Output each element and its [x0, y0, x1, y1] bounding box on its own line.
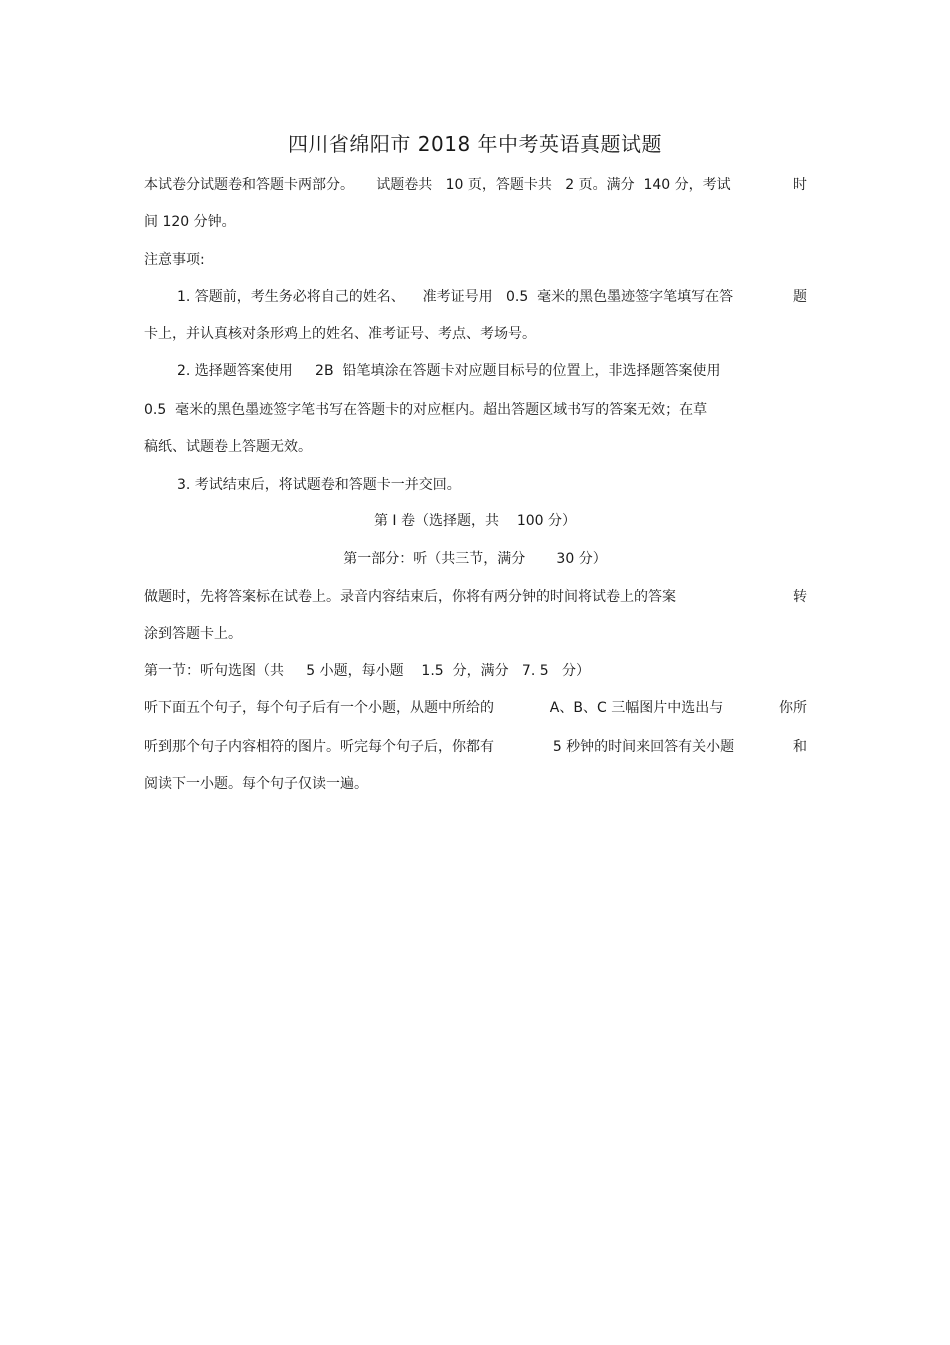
part-instruction-text: 做题时，先将答案标在试卷上。录音内容结束后，你将有两分钟的时间将试卷上的答案	[144, 589, 676, 605]
intro-text-end: 时	[793, 177, 807, 193]
notice-heading: 注意事项:	[144, 252, 205, 268]
section-instruction-text-a: 听下面五个句子，每个句子后有一个小题，从题中所给的	[144, 700, 494, 716]
notice-item-2-line-2: 0.5 毫米的黑色墨迹签字笔书写在答题卡的对应框内。超出答题区域书写的答案无效；在草	[144, 402, 708, 418]
notice-item-1-text: 1. 答题前，考生务必将自己的姓名、 准考证号用 0.5 毫米的黑色墨迹签字笔填写在答	[177, 289, 734, 305]
intro-line-2: 间 120 分钟。	[144, 214, 236, 230]
section-instruction-text-c: 你所	[778, 700, 807, 716]
section-instruction-text-b: A、B、C 三幅图片中选出与	[549, 700, 724, 716]
section-instruction-line-3: 阅读下一小题。每个句子仅读一遍。	[144, 776, 368, 792]
section-instruction-text-d: 听到那个句子内容相符的图片。听完每个句子后，你都有	[144, 739, 494, 755]
section-instruction-text-e: 5 秒钟的时间来回答有关小题	[552, 739, 735, 755]
part-instruction-line-1	[144, 588, 807, 606]
part-heading: 第一部分：听（共三节，满分 30 分）	[343, 551, 607, 567]
notice-item-1-text-end: 题	[793, 289, 807, 305]
section-heading: 第一节：听句选图（共 5 小题，每小题 1.5 分，满分 7. 5 分）	[144, 663, 590, 679]
section-instruction-line-2	[144, 738, 807, 756]
section-instruction-text-f: 和	[792, 739, 807, 755]
page-title: 四川省绵阳市 2018 年中考英语真题试题	[287, 132, 663, 156]
notice-item-2-line-3: 稿纸、试题卷上答题无效。	[144, 439, 312, 455]
volume-heading: 第 Ⅰ 卷（选择题，共 100 分）	[373, 513, 576, 529]
notice-item-2-line-1: 2. 选择题答案使用 2B 铅笔填涂在答题卡对应题目标号的位置上，非选择题答案使用	[177, 363, 721, 379]
part-instruction-text-end: 转	[793, 589, 807, 605]
notice-item-1-line-1	[144, 288, 807, 306]
section-instruction-line-1	[144, 699, 807, 717]
intro-text: 本试卷分试题卷和答题卡两部分。 试题卷共 10 页，答题卡共 2 页。满分 140 分，考试	[144, 177, 731, 193]
intro-line-1	[144, 176, 807, 194]
part-instruction-line-2: 涂到答题卡上。	[144, 626, 242, 642]
notice-item-3: 3. 考试结束后，将试题卷和答题卡一并交回。	[177, 477, 461, 493]
notice-item-1-line-2: 卡上，并认真核对条形鸡上的姓名、准考证号、考点、考场号。	[144, 326, 536, 342]
